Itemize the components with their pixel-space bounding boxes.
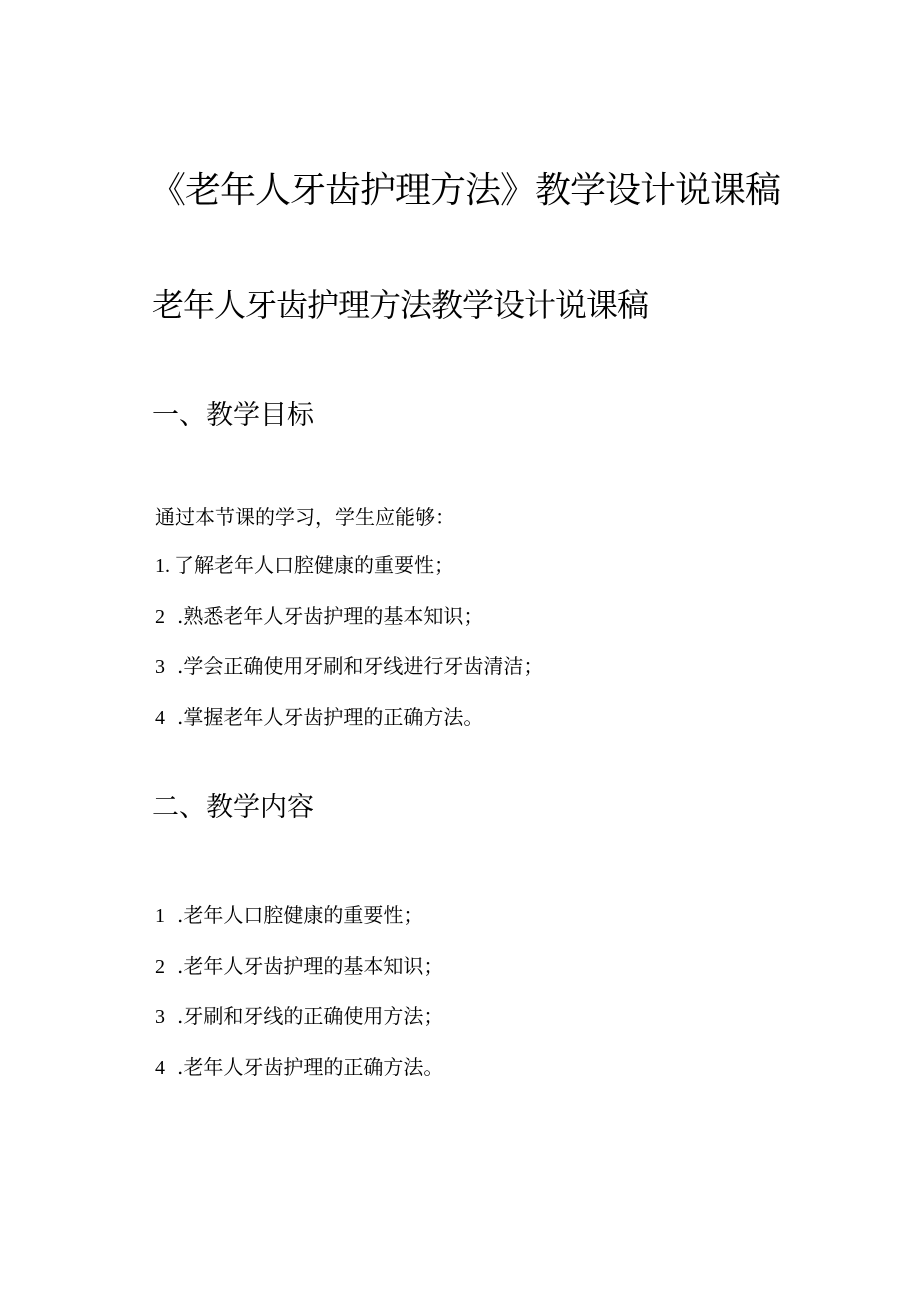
list-item: [155, 652, 543, 703]
list-item: [155, 1053, 443, 1104]
list-item-text: .熟悉老年人牙齿护理的基本知识；: [177, 603, 484, 628]
goals-list: [155, 551, 543, 753]
list-item-number: 1.: [155, 555, 170, 577]
list-item-number: 2: [155, 605, 165, 628]
document-subtitle: 老年人牙齿护理方法教学设计说课稿: [152, 286, 649, 324]
list-item: [155, 1002, 443, 1053]
list-item-text: .老年人牙齿护理的正确方法。: [177, 1054, 444, 1079]
document-title: 《老年人牙齿护理方法》教学设计说课稿: [150, 170, 781, 211]
list-item-number: 4: [155, 1056, 165, 1079]
list-item-number: 1: [155, 905, 165, 927]
list-item-number: 4: [155, 706, 165, 729]
list-item-text: .老年人牙齿护理的基本知识；: [177, 953, 444, 978]
list-item: [155, 703, 543, 754]
content-list: [155, 901, 443, 1103]
list-item: [155, 551, 543, 602]
section-heading-content: 二、教学内容: [152, 792, 314, 823]
list-item-text: .掌握老年人牙齿护理的正确方法。: [177, 704, 484, 729]
goals-intro: 通过本节课的学习，学生应能够：: [155, 505, 455, 529]
list-item-text: .老年人口腔健康的重要性；: [177, 903, 424, 927]
list-item-number: 2: [155, 955, 165, 978]
list-item-number: 3: [155, 656, 165, 678]
list-item-number: 3: [155, 1006, 165, 1028]
list-item-text: .学会正确使用牙刷和牙线进行牙齿清洁；: [177, 654, 544, 678]
list-item: [155, 901, 443, 952]
list-item-text: .牙刷和牙线的正确使用方法；: [177, 1004, 444, 1028]
section-heading-goals: 一、教学目标: [152, 400, 314, 431]
list-item-text: 了解老年人口腔健康的重要性；: [174, 553, 454, 577]
list-item: [155, 602, 543, 653]
list-item: [155, 952, 443, 1003]
